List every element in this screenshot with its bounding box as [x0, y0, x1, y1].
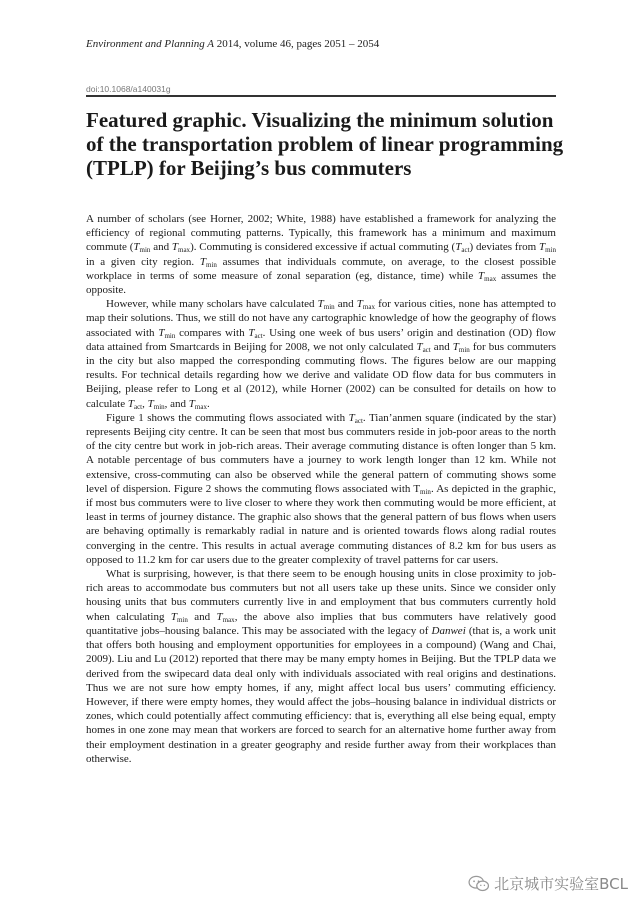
journal-details: 2014, volume 46, pages 2051 – 2054 — [216, 38, 380, 50]
paragraph-3: Figure 1 shows the commuting flows associated with $T_{act}$. Tian’anmen square (indicated by the star) represents Beijing city centre. It can be seen that most bus commuters reside in job-poor areas to the north of the city centre but work in job-rich areas. Their average commuting distance is often longer than 5 km. A notable percentage of bus commuters have a journey to work length longer than 12 km. While not extensive, cross-commuting can also be observed while the general pattern of commuting shows some level of dispersion. Figure 2 shows the commuting flows associated with $T_{min}$. As depicted in the graphic, if most bus commuters were to live closer to where they work then commuting would be more efficient, at least in terms of journey distance. The graphic also shows that the general pattern of bus flows when users are behaving optimally is remarkably radial in nature and is oriented towards flows along radial routes converging in the centre. This results in actual average commuting distances of 8.2 km for bus users as opposed to 11.2 km for car users due to the greater complexity of travel patterns for car users. — [86, 411, 556, 566]
paragraph-4: What is surprising, however, is that there seem to be enough housing units in close proximity to job-rich areas to accommodate bus commuters but not all users take up these units. Since we consider only housing units that bus commuters currently live in and employment that bus commuters currently hold when calculating $T_{min}$ and $T_{max}$, the above also implies that bus commuters have relatively good quantitative jobs–housing balance. This may be associated with the legacy of Danwei (that is, a work unit that offers both housing and employment opportunities for employees in a compound) (Wang and Chai, 2009). Liu and Lu (2012) reported that there may be many empty homes in Beijing. But the TPLP data we derived from the swipecard data deal only with individuals associated with real origins and destinations. Thus we are not sure how empty homes, if any, might affect local bus users’ commuting efficiency. However, if there were empty homes, they would affect the jobs–housing balance in individual districts or zones, which could potentially affect commuting efficiency: that is, everything all else being equal, empty homes in one zone may mean that workers are forced to search for an alternative home further away from their employment destination in a greater geography and reside further away from their workplaces than otherwise. — [86, 568, 556, 765]
watermark — [468, 873, 628, 894]
paragraph-1: A number of scholars (see Horner, 2002; White, 1988) have established a framework for analyzing the efficiency of regional commuting patterns. Typically, this framework has a minimum and maximum commute ($T_{min}$ and $T_{max}$). Commuting is considered excessive if actual commuting $(T_{act})$ deviates from $T_{min}$ in a given city region. $T_{min}$ assumes that individuals commute, on average, to the closest possible workplace in terms of some measure of zonal separation (eg, distance, time) while $T_{max}$ assumes the opposite. — [86, 213, 556, 297]
wechat-icon — [468, 875, 490, 893]
watermark-text: 北京城市实验室BCL — [494, 875, 628, 893]
article-title: Featured graphic. Visualizing the minimum solution of the transportation problem of linear programming (TPLP) for Beijing’s bus commuters — [86, 108, 564, 180]
journal-name: Environment and Planning A — [86, 38, 215, 50]
header-rule — [86, 95, 556, 97]
doi: doi:10.1068/a140031g — [86, 84, 171, 94]
paragraph-2: However, while many scholars have calculated $T_{min}$ and $T_{max}$ for various cities, none has attempted to map their solutions. Thus, we still do not have any cartographic knowledge of how the geography of flows associated with $T_{min}$ compares with $T_{act}$. Using one week of bus users’ origin and destination (OD) flow data attained from Smartcards in Beijing for 2008, we not only calculated $T_{act}$ and $T_{min}$ for bus commuters in the city but also mapped the corresponding commuting flows. The figures below are our mapping results. For technical details regarding how we derive and validate OD flow data for bus commuters in Beijing, please refer to Long et al (2012), while Horner (2002) can be consulted for details on how to calculate $T_{act}$, $T_{min}$, and $T_{max}$. — [86, 298, 556, 411]
article-body — [86, 212, 556, 766]
journal-header — [86, 38, 379, 50]
